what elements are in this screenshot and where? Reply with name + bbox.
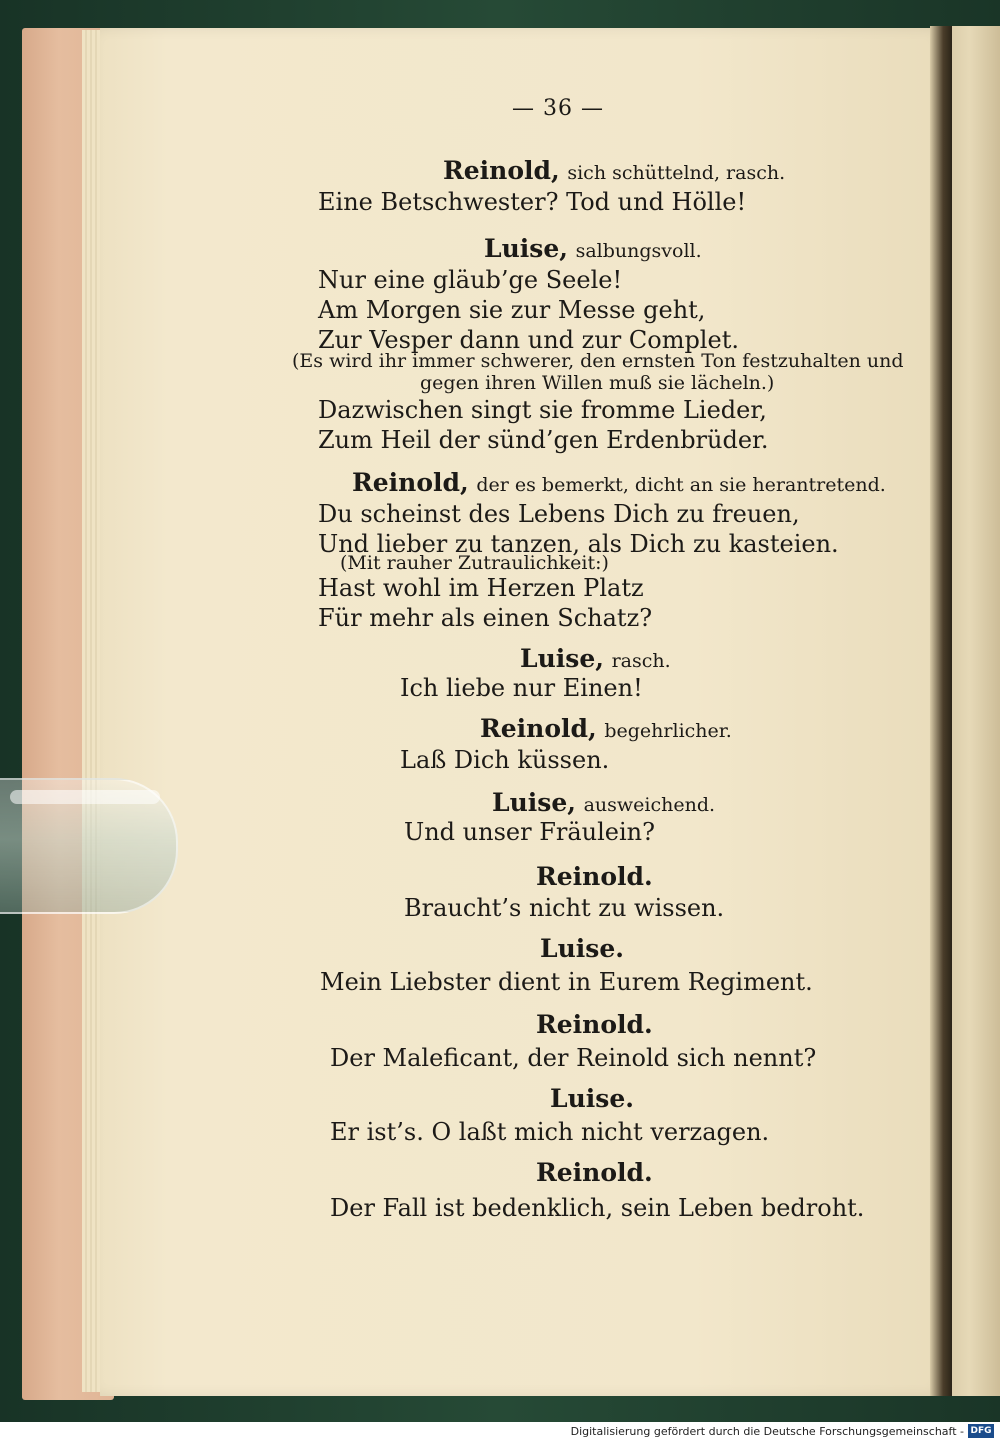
speaker-heading [536,864,653,889]
speaker-heading [443,158,785,183]
speaker-name: Reinold, [480,714,597,743]
speaker-direction: der es bemerkt, dicht an sie herantretend. [476,474,886,496]
speaker-name: Luise. [550,1084,634,1113]
speaker-heading [484,236,702,261]
speaker-name: Luise. [540,934,624,963]
speaker-heading [536,1012,653,1037]
speaker-name: Reinold. [536,862,653,891]
verse-line: Hast wohl im Herzen Platz [318,574,644,602]
verse-line: Der Maleficant, der Reinold sich nennt? [330,1044,817,1072]
speaker-name: Luise, [520,644,604,673]
stage-direction: (Es wird ihr immer schwerer, den ernsten Ton festzuhalten und [292,350,904,372]
speaker-direction: ausweichend. [583,794,716,816]
verse-line: Und unser Fräulein? [404,818,655,846]
speaker-direction: salbungsvoll. [575,240,702,262]
dfg-logo: DFG [968,1424,994,1438]
speaker-heading [550,1086,634,1111]
attribution-text: Digitalisierung gefördert durch die Deutsche Forschungsgemeinschaft - [570,1425,964,1438]
speaker-heading [540,936,624,961]
verse-line: Zum Heil der sünd’gen Erdenbrüder. [318,426,769,454]
page-number: — 36 — [512,96,604,121]
verse-line: Mein Liebster dient in Eurem Regiment. [320,968,813,996]
stage-direction: (Mit rauher Zutraulichkeit:) [340,552,609,574]
verse-line: Du scheinst des Lebens Dich zu freuen, [318,500,800,528]
verse-line: Ich liebe nur Einen! [400,674,643,702]
speaker-heading [536,1160,653,1185]
stage-direction: gegen ihren Willen muß sie lächeln.) [420,372,775,394]
verse-line: Der Fall ist bedenklich, sein Leben bedroht. [330,1194,865,1222]
page-clip-highlight [10,790,160,804]
speaker-direction: begehrlicher. [604,720,732,742]
speaker-name: Luise, [492,788,576,817]
verse-line: Laß Dich küssen. [400,746,610,774]
speaker-heading [352,470,886,495]
verse-line: Dazwischen singt sie fromme Lieder, [318,396,767,424]
verse-line: Braucht’s nicht zu wissen. [404,894,725,922]
speaker-heading [492,790,715,815]
verse-line: Für mehr als einen Schatz? [318,604,653,632]
speaker-name: Reinold, [352,468,469,497]
speaker-name: Luise, [484,234,568,263]
speaker-name: Reinold, [443,156,560,185]
speaker-direction: rasch. [611,650,671,672]
speaker-heading [520,646,671,671]
speaker-name: Reinold. [536,1158,653,1187]
verse-line: Und lieber zu tanzen, als Dich zu kasteien. [318,530,839,558]
verse-line: Er ist’s. O laßt mich nicht verzagen. [330,1118,770,1146]
verse-line: Zur Vesper dann und zur Complet. [318,326,739,354]
verse-line: Eine Betschwester? Tod und Hölle! [318,188,747,216]
speaker-name: Reinold. [536,1010,653,1039]
speaker-heading [480,716,732,741]
speaker-direction: sich schüttelnd, rasch. [567,162,786,184]
verse-line: Am Morgen sie zur Messe geht, [318,296,706,324]
verse-line: Nur eine gläub’ge Seele! [318,266,623,294]
